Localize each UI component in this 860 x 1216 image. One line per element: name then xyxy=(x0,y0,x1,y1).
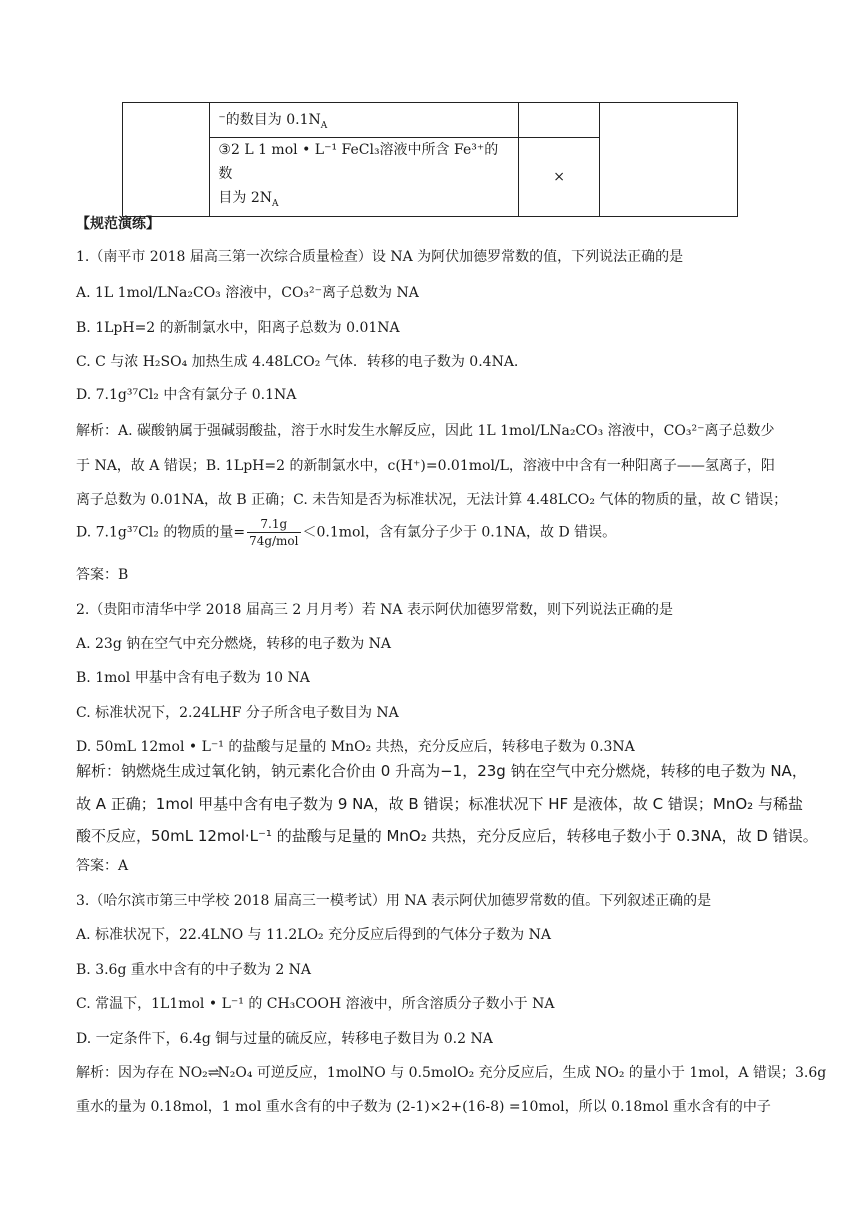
question-2-explanation-line: 故 A 正确；1mol 甲基中含有电子数为 9 NA，故 B 错误；标准状况下 HF 是液体，故 C 错误；MnO₂ 与稀盐 xyxy=(76,795,803,813)
question-2-option-a: A. 23g 钠在空气中充分燃烧，转移的电子数为 NA xyxy=(76,636,392,652)
table-cell-statement: ③2 L 1 mol • L⁻¹ FeCl₃溶液中所含 Fe³⁺的数 目为 $2N_A$ xyxy=(210,138,519,217)
question-1-stem: 1.（南平市 2018 届高三第一次综合质量检查）设 NA 为阿伏加德罗常数的值，下列说法正确的是 xyxy=(76,249,684,265)
table-cell-judgement: × xyxy=(518,138,599,217)
mass-fraction: $\frac{7.1g}{\text{74g/mol}}$ xyxy=(249,517,299,548)
question-3-explanation-line: 解析：因为存在 NO₂⇌N₂O₄ 可逆反应，1molNO 与 0.5molO₂ 充分反应后，生成 NO₂ 的量小于 1mol，A 错误；3.6g xyxy=(76,1065,827,1081)
table-cell-empty xyxy=(123,103,210,217)
question-1-option-a: A. 1L 1mol/LNa₂CO₃ 溶液中，CO₃²⁻离子总数为 NA xyxy=(76,285,419,301)
question-2-explanation-line: 酸不反应，50mL 12mol·L⁻¹ 的盐酸与足量的 MnO₂ 共热，充分反应后，转移电子数小于 0.3NA，故 D 错误。 xyxy=(76,827,818,845)
question-2-answer: 答案：A xyxy=(76,858,129,874)
question-2-stem: 2.（贵阳市清华中学 2018 届高三 2 月月考）若 NA 表示阿伏加德罗常数，则下列说法正确的是 xyxy=(76,602,673,618)
table-row xyxy=(123,103,738,138)
question-3-explanation-line: 重水的量为 0.18mol，1 mol 重水含有的中子数为 (2-1)×2+(16-8) =10mol，所以 0.18mol 重水含有的中子 xyxy=(76,1099,771,1115)
table-cell-judgement xyxy=(518,103,599,138)
question-2-option-c: C. 标准状况下，2.24LHF 分子所含电子数目为 NA xyxy=(76,705,399,721)
table-cell-empty xyxy=(600,103,738,217)
question-1-option-d: D. 7.1g³⁷Cl₂ 中含有氯分子 0.1NA xyxy=(76,387,297,403)
question-3-option-a: A. 标准状况下，22.4LNO 与 11.2LO₂ 充分反应后得到的气体分子数为 NA xyxy=(76,927,551,943)
reversible-arrow-icon: ⇌ xyxy=(207,1065,218,1081)
question-3-option-b: B. 3.6g 重水中含有的中子数为 2 NA xyxy=(76,962,312,978)
question-2-option-d: D. 50mL 12mol • L⁻¹ 的盐酸与足量的 MnO₂ 共热，充分反应后，转移电子数为 0.3NA xyxy=(76,739,635,755)
question-1-explanation-line: 解析：A. 碳酸钠属于强碱弱酸盐，溶于水时发生水解反应，因此 1L 1mol/LNa₂CO₃ 溶液中，CO₃²⁻离子总数少 xyxy=(76,423,775,439)
section-title: 【规范演练】 xyxy=(76,216,160,232)
question-3-option-c: C. 常温下，1L1mol • L⁻¹ 的 CH₃COOH 溶液中，所含溶质分子数小于 NA xyxy=(76,996,555,1012)
question-1-explanation-line: 于 NA，故 A 错误；B. 1LpH=2 的新制氯水中，c(H⁺)=0.01mol/L，溶液中中含有一种阳离子——氢离子，阳 xyxy=(76,458,775,474)
table-cell-statement: ⁻的数目为 $0.1N_A$ xyxy=(210,103,519,138)
question-1-option-b: B. 1LpH=2 的新制氯水中，阳离子总数为 0.01NA xyxy=(76,320,400,336)
question-1-explanation-line: D. 7.1g³⁷Cl₂ 的物质的量= $\frac{7.1g}{\text{74g/mol}}$ ＜0.1mol，含有氯分子少于 0.1NA，故 D 错误。 xyxy=(76,517,617,548)
question-1-explanation-line: 离子总数为 0.01NA，故 B 正确；C. 未告知是否为标准状况，无法计算 4.48LCO₂ 气体的物质的量，故 C 错误； xyxy=(76,492,788,508)
question-1-answer: 答案：B xyxy=(76,567,129,583)
comparison-table-fragment xyxy=(122,102,738,217)
question-3-option-d: D. 一定条件下，6.4g 铜与过量的硫反应，转移电子数目为 0.2 NA xyxy=(76,1031,493,1047)
question-1-option-c: C. C 与浓 H₂SO₄ 加热生成 4.48LCO₂ 气体．转移的电子数为 0.4NA. xyxy=(76,354,519,370)
question-2-option-b: B. 1mol 甲基中含有电子数为 10 NA xyxy=(76,670,310,686)
question-3-stem: 3.（哈尔滨市第三中学校 2018 届高三一模考试）用 NA 表示阿伏加德罗常数的值。下列叙述正确的是 xyxy=(76,893,712,909)
question-2-explanation-line: 解析：钠燃烧生成过氧化钠，钠元素化合价由 0 升高为−1，23g 钠在空气中充分燃烧，转移的电子数为 NA， xyxy=(76,762,807,780)
